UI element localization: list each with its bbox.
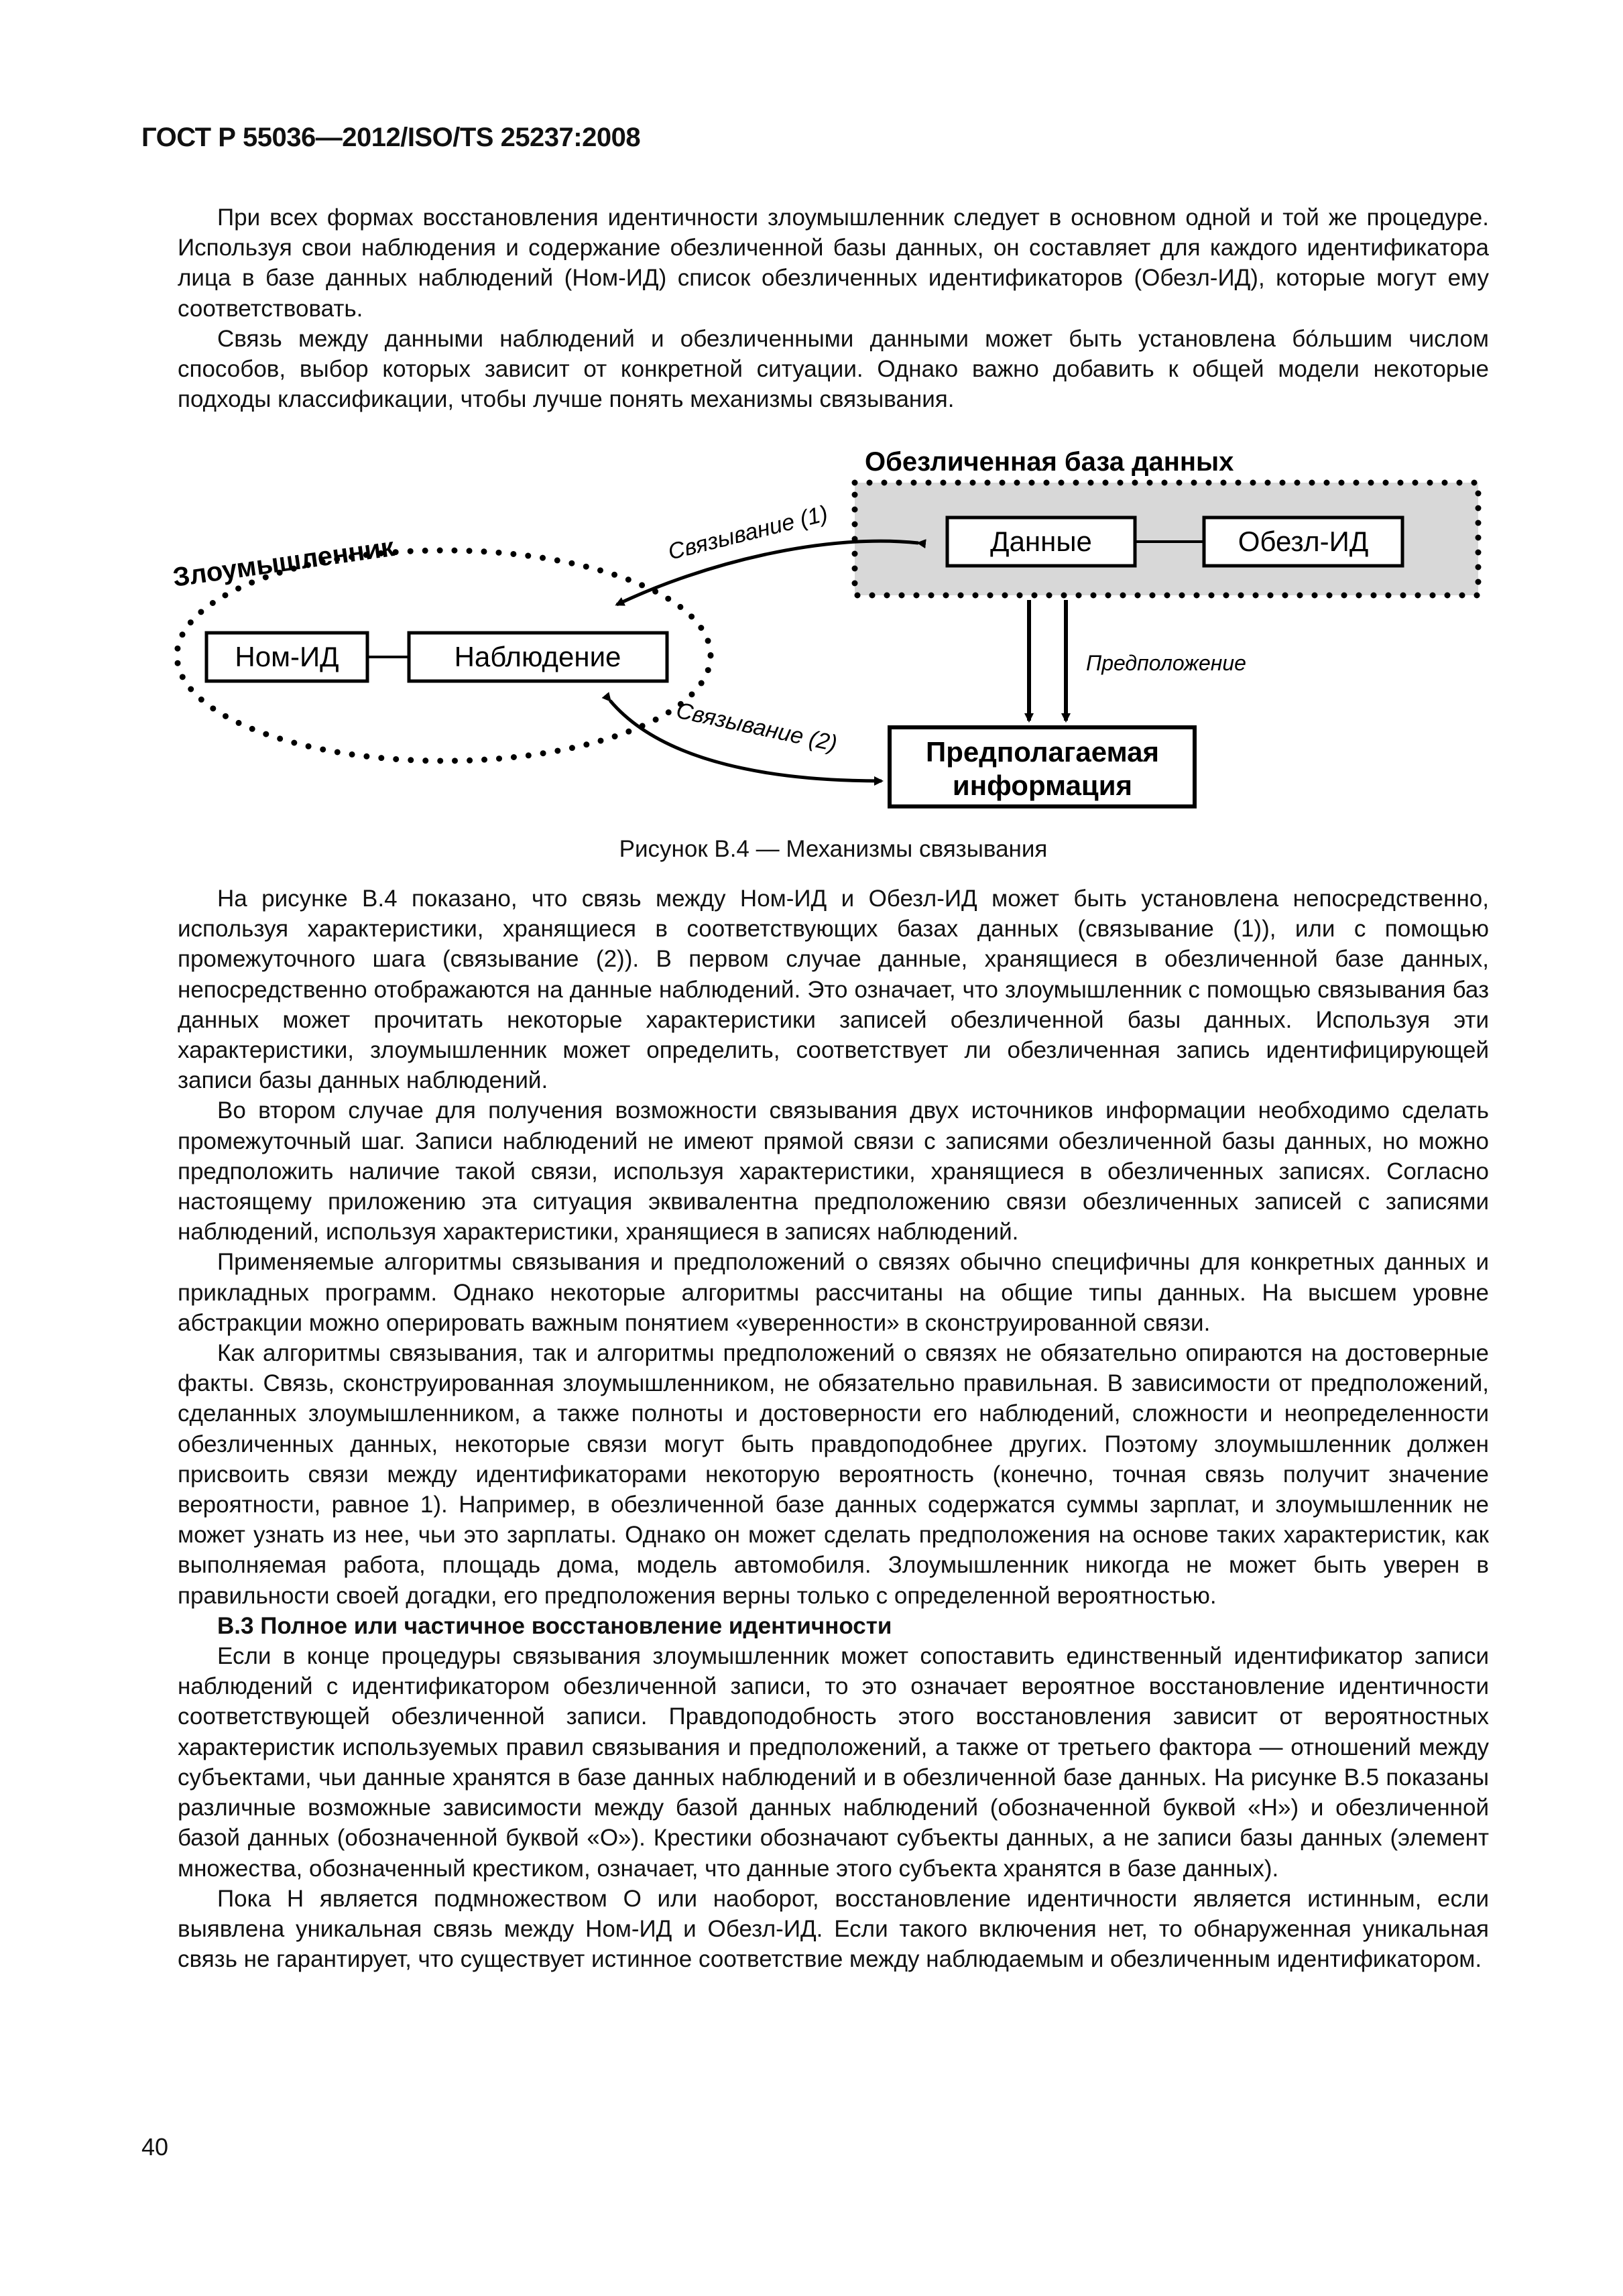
figure-diagram	[154, 442, 1488, 825]
paragraph: Если в конце процедуры связывания злоумышленник может сопоставить единственный идентификатор записи наблюдений с идентификатором обезличенной записи, то это означает вероятное восстановление идентичности соответствующей обезличенной записи. Правдоподобность этого восстановления зависит от вероятностных характеристик используемых правил связывания и предположений, а также от третьего фактора — отношений между субъектами, чьи данные хранятся в базе данных наблюдений и в обезличенной базе данных. На рисунке В.5 показаны различные возможные зависимости между базой данных наблюдений (обозначенной буквой «Н») и обезличенной базой данных (обозначенной буквой «О»). Крестики обозначают субъекты данных, а не записи базы данных (элемент множества, обозначенный крестиком, означает, что данные этого субъекта хранятся в базе данных).	[178, 1643, 1489, 1882]
observation-box-label: Наблюдение	[454, 641, 621, 672]
linking-2-label: Связывание (2)	[674, 697, 839, 757]
paragraph: При всех формах восстановления идентичности злоумышленник следует в основном одной и той же процедуре. Используя свои наблюдения и содержание обезличенной базы данных, он составляет для каждого идентификатора лица в базе данных наблюдений (Ном-ИД) список обезличенных идентификаторов (Обезл-ИД), которые могут ему соответствовать.	[178, 204, 1489, 322]
section-heading: В.3 Полное или частичное восстановление идентичности	[217, 1612, 892, 1639]
data-box-label: Данные	[990, 526, 1092, 557]
assumed-info-line2: информация	[952, 770, 1133, 801]
paragraph: Как алгоритмы связывания, так и алгоритмы предположений о связях не обязательно опираются на достоверные факты. Связь, сконструированная злоумышленником, не обязательно правильная. В зависимости от предположений, сделанных злоумышленником, а также полноты и достоверности его наблюдений, сложности и неопределенности обезличенных данных, некоторые связи могут быть правдоподобнее других. Поэтому злоумышленник должен присвоить связи между идентификаторами некоторую вероятность (конечно, точная связь получит значение вероятности, равное 1). Например, в обезличенной базе данных содержатся суммы зарплат, и злоумышленник не может узнать из нее, чьи это зарплаты. Однако он может сделать предположения на основе таких характеристик, как выполняемая работа, площадь дома, модель автомобиля. Злоумышленник никогда не может быть уверен в правильности своей догадки, его предположения верны только с определенной вероятностью.	[178, 1340, 1489, 1609]
page-number: 40	[141, 2133, 169, 2161]
assumed-info-line1: Предполагаемая	[926, 736, 1159, 768]
body-text	[178, 884, 1489, 1974]
figure-linking-mechanisms	[154, 442, 1488, 825]
deid-id-box-label: Обезл-ИД	[1238, 526, 1369, 557]
paragraph: Применяемые алгоритмы связывания и предположений о связях обычно специфичны для конкретных данных и прикладных программ. Однако некоторые алгоритмы рассчитаны на общие типы данных. На высшем уровне абстракции можно оперировать важным понятием «уверенности» в сконструированной связи.	[178, 1249, 1489, 1336]
paragraph: Связь между данными наблюдений и обезличенными данными может быть установлена бо́льшим числом способов, выбор которых зависит от конкретной ситуации. Однако важно добавить к общей модели некоторые подходы классификации, чтобы лучше понять механизмы связывания.	[178, 325, 1489, 413]
paragraph: Пока Н является подмножеством О или наоборот, восстановление идентичности является истинным, если выявлена уникальная связь между Ном-ИД и Обезл-ИД. Если такого включения нет, то обнаруженная уникальная связь не гарантирует, что существует истинное соответствие между наблюдаемым и обезличенным идентификатором.	[178, 1885, 1489, 1973]
attacker-label: Злоумышленник	[171, 532, 396, 593]
figure-caption: Рисунок В.4 — Механизмы связывания	[619, 836, 1048, 862]
intro-text	[178, 202, 1489, 414]
linking-1-label: Связывание (1)	[665, 500, 831, 565]
deid-database-title: Обезличенная база данных	[865, 447, 1234, 477]
paragraph: На рисунке В.4 показано, что связь между Ном-ИД и Обезл-ИД может быть установлена непосредственно, используя характеристики, хранящиеся в соответствующих базах данных (связывание (1)), или с помощью промежуточного шага (связывание (2)). В первом случае данные, хранящиеся в обезличенной базе данных, непосредственно отображаются на данные наблюдений. Это означает, что злоумышленник с помощью связывания баз данных может прочитать некоторые характеристики записей обезличенной базы данных. Используя эти характеристики, злоумышленник может определить, соответствует ли обезличенная запись идентифицирующей записи базы данных наблюдений.	[178, 886, 1489, 1094]
nom-id-box-label: Ном-ИД	[235, 641, 339, 672]
document-header: ГОСТ Р 55036—2012/ISO/TS 25237:2008	[141, 123, 641, 152]
paragraph: Во втором случае для получения возможности связывания двух источников информации необходимо сделать промежуточный шаг. Записи наблюдений не имеют прямой связи с записями обезличенной базы данных, но можно предположить наличие такой связи, используя характеристики, хранящиеся в обезличенных записях. Согласно настоящему приложению эта ситуация эквивалентна предположению связи обезличенных записей с записями наблюдений, используя характеристики, хранящиеся в записях наблюдений.	[178, 1097, 1489, 1246]
assumption-label: Предположение	[1086, 651, 1246, 675]
